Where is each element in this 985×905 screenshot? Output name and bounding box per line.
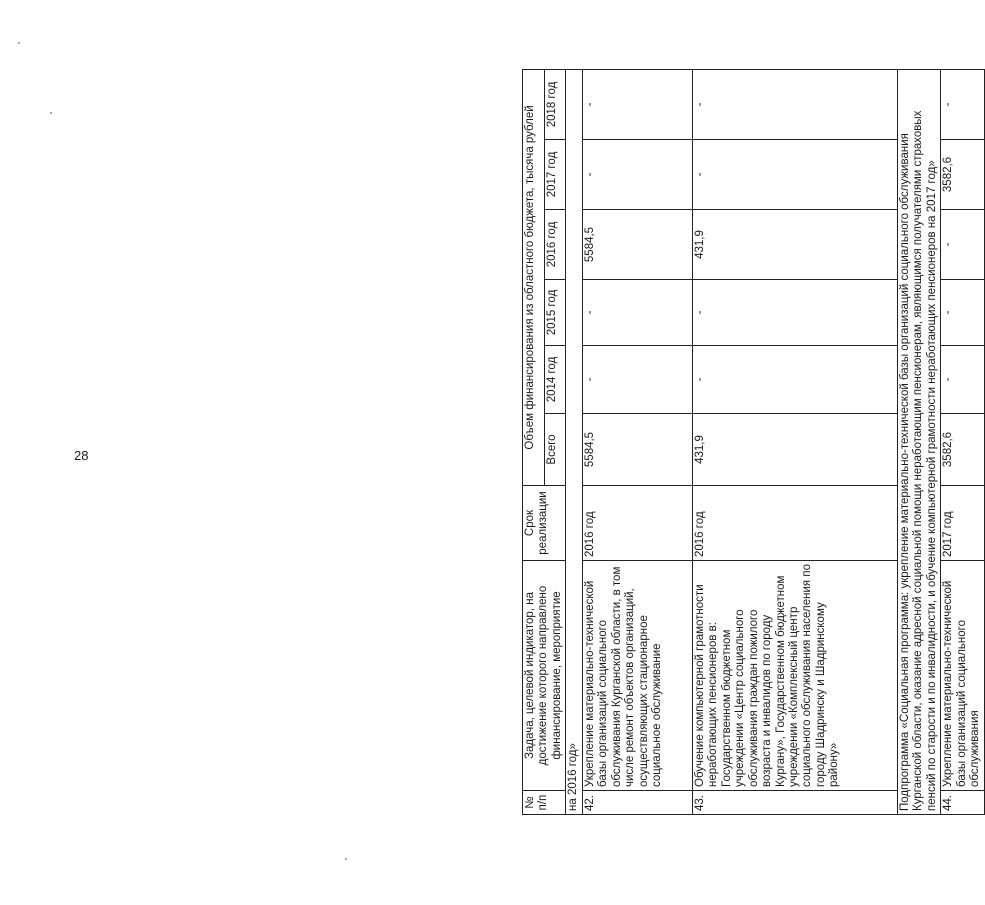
rotated-table-container bbox=[522, 70, 982, 815]
row-task: Укрепление материально-технической базы организаций социального обслуживания Курганской области, в том числе ремонт объектов организаций, осуществляющих стационарное социальное обслуживание bbox=[582, 561, 692, 791]
row-task: Обучение компьютерной грамотности неработающих пенсионеров в: Государственном бюджетном учреждении «Центр социального обслуживания граждан пожилого возраста и инвалидов по городу Кургану», Государственном бюджетном учреждении «Комплексный центр социального обслуживания населения по городу Шадринску и Шадринскому району» bbox=[692, 561, 897, 791]
header-year: 2015 год bbox=[544, 280, 566, 346]
row-value: 5584,5 bbox=[582, 414, 692, 486]
scan-speck bbox=[18, 42, 20, 44]
row-value: - bbox=[941, 346, 984, 414]
row-period: 2016 год bbox=[582, 486, 692, 561]
row-task: Укрепление материально-технической базы организаций социального обслуживания bbox=[941, 561, 984, 791]
row-value: 431,9 bbox=[692, 414, 897, 486]
row-value: - bbox=[692, 140, 897, 210]
header-period: Срок реализации bbox=[523, 486, 566, 561]
header-year: 2016 год bbox=[544, 210, 566, 280]
table-row bbox=[582, 69, 692, 814]
row-value: 5584,5 bbox=[582, 210, 692, 280]
row-value: - bbox=[692, 69, 897, 139]
page-number: 28 bbox=[74, 448, 89, 463]
scan-speck bbox=[345, 858, 347, 860]
row-value: - bbox=[582, 346, 692, 414]
row-num: 42. bbox=[582, 791, 692, 815]
scan-speck bbox=[50, 112, 52, 114]
row-value: 3582,6 bbox=[941, 140, 984, 210]
header-year: Всего bbox=[544, 414, 566, 486]
row-value: - bbox=[582, 69, 692, 139]
row-period: 2017 год bbox=[941, 486, 984, 561]
subprogram-title: Подпрограмма «Социальная программа: укрепление материально-технической базы организаций социального обслуживания Курганской области, оказание адресной социальной помощи неработающим пенсионерам, являющимся получателями страховых пенсий по старости и по инвалидности, и обучение компьютерной грамотности неработающих пенсионеров на 2017 год» bbox=[897, 69, 940, 814]
row-value: - bbox=[941, 69, 984, 139]
header-task: Задача, целевой индикатор, на достижение которого направлено финансирование, мероприятие bbox=[523, 561, 566, 791]
header-volume: Объем финансирования из областного бюджета, тысяча рублей bbox=[523, 69, 545, 485]
row-value: - bbox=[692, 346, 897, 414]
header-year: 2014 год bbox=[544, 346, 566, 414]
header-num: № п/п bbox=[523, 791, 566, 815]
row-num: 44. bbox=[941, 791, 984, 815]
header-row-1 bbox=[523, 69, 545, 814]
section-row bbox=[897, 69, 940, 814]
financing-table bbox=[522, 69, 985, 815]
row-value: - bbox=[941, 280, 984, 346]
table-row bbox=[941, 69, 984, 814]
row-value: 431,9 bbox=[692, 210, 897, 280]
row-value: 3582,6 bbox=[941, 414, 984, 486]
section-2016: на 2016 год» bbox=[566, 69, 582, 814]
row-value: - bbox=[692, 280, 897, 346]
row-period: 2016 год bbox=[692, 486, 897, 561]
table-row bbox=[692, 69, 897, 814]
row-num: 43. bbox=[692, 791, 897, 815]
row-value: - bbox=[941, 210, 984, 280]
row-value: - bbox=[582, 280, 692, 346]
row-value: - bbox=[582, 140, 692, 210]
header-year: 2018 год bbox=[544, 69, 566, 139]
header-year: 2017 год bbox=[544, 140, 566, 210]
section-row bbox=[566, 69, 582, 814]
